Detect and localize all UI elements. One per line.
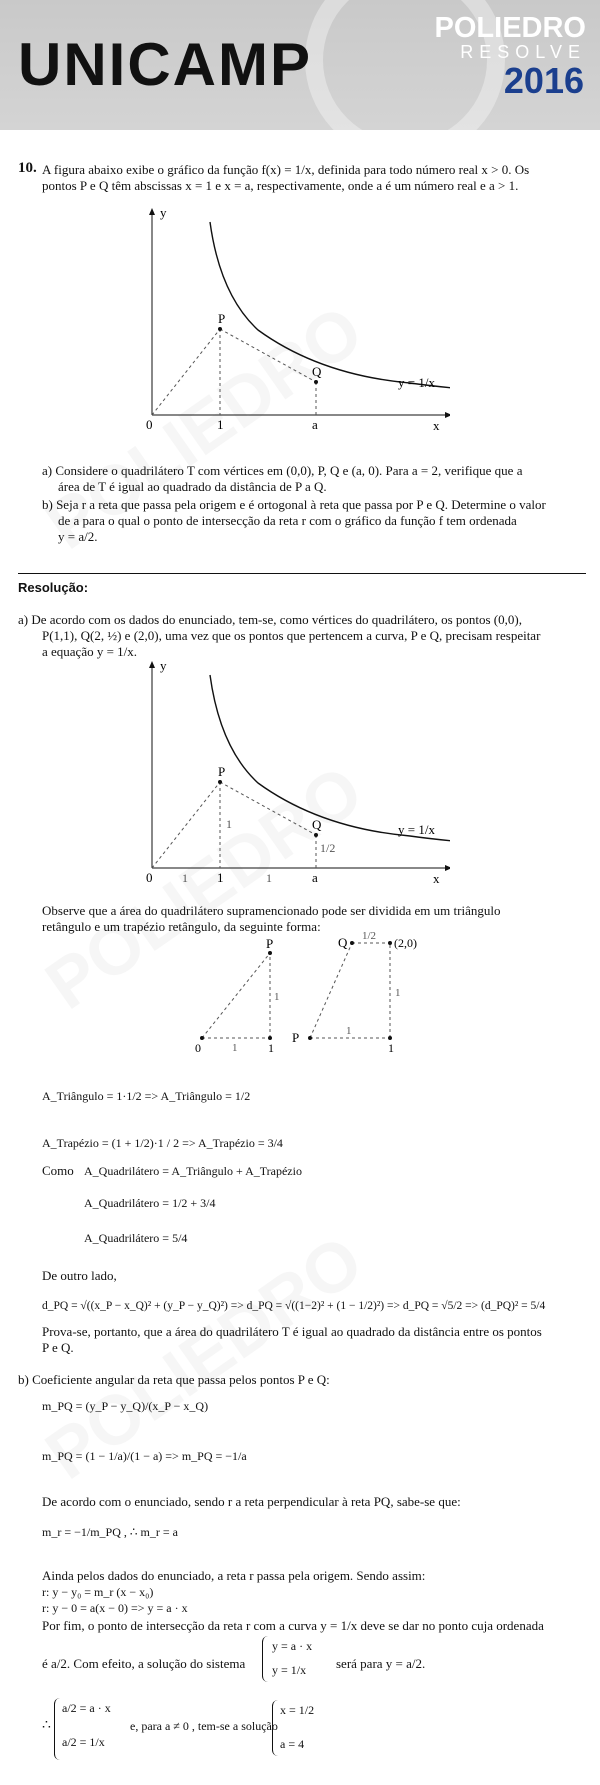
sol-b-text: será para y = a/2.: [336, 1656, 426, 1671]
slope-eq: m_PQ = (1 − 1/a)/(1 − a) => m_PQ = −1/a: [42, 1449, 247, 1463]
final-system-eq: a/2 = 1/x: [62, 1735, 105, 1749]
base-one-label: 1: [182, 871, 188, 883]
tri-zero-label: 0: [195, 1041, 201, 1055]
sol-b-text: Por fim, o ponto de intersecção da reta r com a curva y = 1/x deve se dar no ponto cuja ordenada: [42, 1618, 544, 1633]
sol-a-text: a) De acordo com os dados do enunciado, tem-se, como vértices do quadrilátero, os pontos (0,0),: [18, 612, 522, 627]
axis-x-label: x: [433, 418, 440, 430]
system-eq: y = 1/x: [272, 1663, 307, 1677]
solution-eq: a = 4: [280, 1737, 305, 1751]
sol-b-text: é a/2. Com efeito, a solução do sistema: [42, 1656, 246, 1671]
resolve-label: RESOLVE: [460, 42, 586, 62]
triangle-area-eq: A_Triângulo = 1·1/2 => A_Triângulo = 1/2: [42, 1089, 251, 1103]
quad-area-eq: A_Quadrilátero = 1/2 + 3/4: [84, 1196, 216, 1210]
sol-a-conclusion: P e Q.: [42, 1340, 74, 1355]
trap-half-label: 1/2: [362, 930, 377, 942]
tick-one-label: 1: [217, 417, 224, 430]
trap-p-label: P: [292, 1030, 300, 1045]
sol-a-text: Observe que a área do quadrilátero supramencionado pode ser dividida em um triângulo: [42, 903, 501, 918]
origin-label: 0: [146, 417, 153, 430]
question-intro: pontos P e Q têm abscissas x = 1 e x = a, respectivamente, onde a é um número real e a > 1.: [42, 178, 519, 193]
tri-base-label: 1: [232, 1042, 238, 1054]
sol-a-text: P(1,1), Q(2, ½) e (2,0), uma vez que os pontos que pertencem a curva, P e Q, precisam respeitar: [42, 628, 541, 643]
perp-slope-eq: m_r = −1/m_PQ , ∴ m_r = a: [42, 1525, 178, 1539]
sol-a-conclusion: Prova-se, portanto, que a área do quadrilátero T é igual ao quadrado da distância entre os pontos: [42, 1324, 542, 1339]
curve-label: y = 1/x: [398, 822, 435, 837]
question-intro: A figura abaixo exibe o gráfico da função f(x) = 1/x, definida para todo número real x > 0. Os: [42, 162, 530, 177]
resolucao-heading: Resolução:: [18, 580, 89, 595]
distance-eq: d_PQ = √((x_P − x_Q)² + (y_P − y_Q)²) => d_PQ = √((1−2)² + (1 − 1/2)²) => d_PQ = √5/2 => (d_PQ)² = 5/4: [42, 1300, 546, 1312]
sol-b-title: b) Coeficiente angular da reta que passa pelos pontos P e Q:: [18, 1372, 330, 1387]
sol-a-text: a equação y = 1/x.: [42, 644, 138, 659]
height-one-label: 1: [226, 817, 232, 831]
base-one-label: 1: [266, 871, 272, 883]
trap-one-label: 1: [388, 1041, 394, 1055]
item-b: de a para o qual o ponto de intersecção da reta r com o gráfico da função f tem ordenada: [58, 513, 517, 528]
point-q-label: Q: [312, 817, 322, 832]
axis-x-label: x: [433, 871, 440, 883]
trap-q-label: Q: [338, 935, 348, 950]
question-number: 10.: [18, 160, 37, 176]
tri-height-label: 1: [274, 991, 280, 1003]
tick-a-label: a: [312, 870, 318, 883]
header-banner: [0, 0, 600, 130]
height-half-label: 1/2: [320, 841, 336, 855]
quad-area-eq: A_Quadrilátero = 5/4: [84, 1231, 188, 1245]
origin-label: 0: [146, 870, 153, 883]
point-p-label: P: [218, 311, 226, 326]
trap-20-label: (2,0): [394, 936, 417, 950]
tri-one-label: 1: [268, 1041, 274, 1055]
final-brace: [54, 1698, 61, 1760]
line-r-eq: r: y − 0 = a(x − 0) => y = a · x: [42, 1601, 188, 1615]
line-r-eq: r: y − y₀ = m_r (x − x₀): [42, 1585, 154, 1599]
axis-y-label: y: [160, 658, 167, 673]
item-b: b) Seja r a reta que passa pela origem e é ortogonal à reta que passa por P e Q. Determine o valor: [42, 497, 546, 512]
tri-p-label: P: [266, 936, 274, 951]
trap-height-label: 1: [395, 987, 401, 999]
item-a: área de T é igual ao quadrado da distância de P a Q.: [58, 479, 327, 494]
slope-eq: m_PQ = (y_P − y_Q)/(x_P − x_Q): [42, 1399, 209, 1413]
sol-b-text: e, para a ≠ 0 , tem-se a solução: [130, 1719, 278, 1733]
final-system-eq: a/2 = a · x: [62, 1701, 111, 1715]
year-label: 2016: [503, 60, 584, 101]
system-brace: [262, 1636, 269, 1682]
therefore-symbol: ∴: [42, 1718, 51, 1733]
outro-lado: De outro lado,: [42, 1268, 117, 1283]
poliedro-logo: POLIEDRO: [434, 12, 586, 44]
axis-y-label: y: [160, 205, 167, 220]
function-graph: [140, 205, 450, 430]
decomposition-figure: [190, 928, 420, 1058]
point-p-label: P: [218, 764, 226, 779]
function-graph-resolved: [140, 658, 450, 883]
solution-eq: x = 1/2: [280, 1703, 315, 1717]
point-q-label: Q: [312, 364, 322, 379]
sol-a-text: retângulo e um trapézio retângulo, da seguinte forma:: [42, 919, 321, 934]
tick-one-label: 1: [217, 870, 224, 883]
como-label: Como: [42, 1163, 74, 1178]
quad-area-eq: A_Quadrilátero = A_Triângulo + A_Trapézio: [84, 1164, 302, 1178]
solution-brace: [272, 1700, 279, 1756]
trap-base-label: 1: [346, 1025, 352, 1037]
system-eq: y = a · x: [272, 1639, 313, 1653]
sol-b-text: De acordo com o enunciado, sendo r a reta perpendicular à reta PQ, sabe-se que:: [42, 1494, 461, 1509]
divider: [18, 573, 586, 574]
item-a: a) Considere o quadrilátero T com vértices em (0,0), P, Q e (a, 0). Para a = 2, verifique que a: [42, 463, 523, 478]
tick-a-label: a: [312, 417, 318, 430]
unicamp-logo: UNICAMP: [18, 31, 312, 98]
item-b: y = a/2.: [58, 529, 98, 544]
trapezoid-area-eq: A_Trapézio = (1 + 1/2)·1 / 2 => A_Trapézio = 3/4: [42, 1136, 283, 1150]
curve-label: y = 1/x: [398, 375, 435, 390]
sol-b-text: Ainda pelos dados do enunciado, a reta r passa pela origem. Sendo assim:: [42, 1568, 426, 1583]
